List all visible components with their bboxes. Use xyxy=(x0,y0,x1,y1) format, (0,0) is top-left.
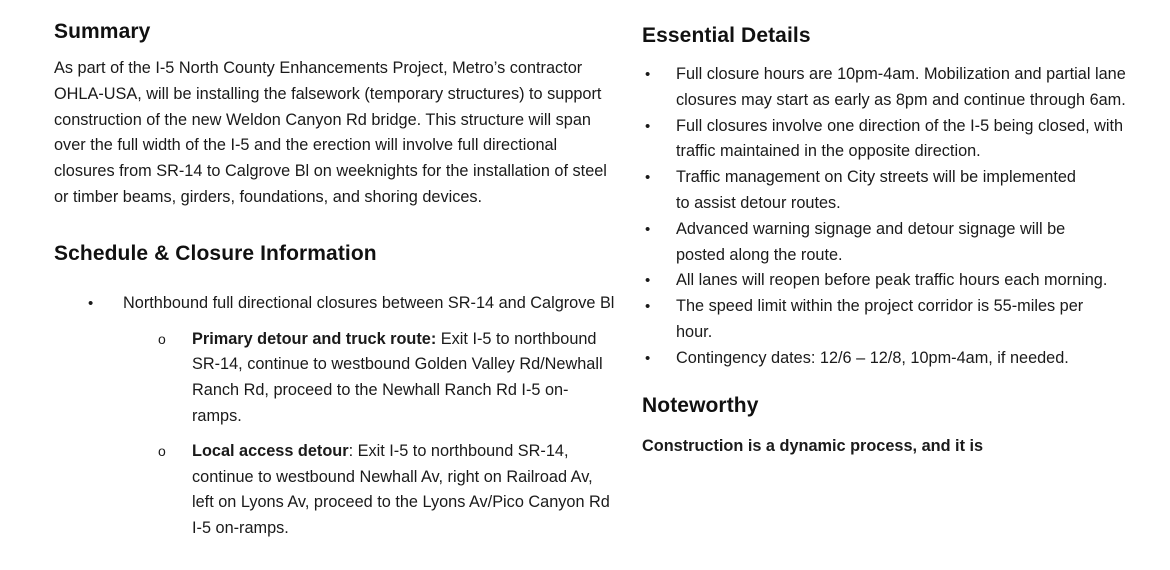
essential-item-traffic: Traffic management on City streets will be implemented to assist detour routes. xyxy=(676,168,1076,212)
circle-marker: o xyxy=(158,442,166,459)
bullet-marker: • xyxy=(645,272,651,290)
bullet-marker: • xyxy=(645,298,651,316)
noteworthy-text-content: Construction is a dynamic process, and it is xyxy=(642,436,984,455)
list-item xyxy=(642,217,1116,269)
list-item xyxy=(642,114,1127,166)
essential-item-direction: Full closures involve one direction of the I-5 being closed, with traffic maintained in the opposite direction. xyxy=(676,116,1124,161)
local-detour-text: : Exit I-5 to northbound SR-14, continue to westbound Newhall Av, right on Railroad Av, left on Lyons Av, proceed to the Lyons Av/Pico Canyon Rd I-5 on-ramps. xyxy=(192,441,610,538)
closure-northbound-text: Northbound full directional closures between SR-14 and Calgrove Bl xyxy=(123,293,615,312)
essential-item-hours: Full closure hours are 10pm-4am. Mobilization and partial lane closures may start as early as 8pm and continue through 6am. xyxy=(676,65,1126,109)
schedule-heading: Schedule & Closure Information xyxy=(54,241,377,265)
bullet-marker: • xyxy=(645,349,651,367)
essential-heading: Essential Details xyxy=(642,24,811,47)
list-item xyxy=(642,346,1116,372)
bullet-marker: • xyxy=(645,169,651,187)
essential-item-speed: The speed limit within the project corridor is 55-miles per hour. xyxy=(676,297,1084,341)
essential-item-reopen: All lanes will reopen before peak traffic hours each morning. xyxy=(676,271,1108,290)
schedule-list xyxy=(54,291,619,542)
list-item xyxy=(54,327,612,430)
local-detour-label: Local access detour xyxy=(192,441,349,460)
list-item xyxy=(54,439,612,542)
list-item xyxy=(642,62,1127,114)
left-column xyxy=(54,0,619,542)
summary-text: As part of the I-5 North County Enhancements Project, Metro’s contractor OHLA-USA, will be installing the falsework (temporary structures) to support construction of the new Weldon Canyon Rd bridge. This structure will span over the full width of the I-5 and the erection will involve full directional closures from SR-14 to Calgrove Bl on weeknights for the installation of steel or timber beams, girders, foundations, and shoring devices. xyxy=(54,59,607,206)
bullet-marker: • xyxy=(645,117,651,135)
essential-list xyxy=(642,62,1127,372)
list-item xyxy=(642,165,1076,217)
circle-marker: o xyxy=(158,330,166,347)
list-item xyxy=(54,291,623,317)
primary-detour-label: Primary detour and truck route: xyxy=(192,329,437,348)
essential-item-signage: Advanced warning signage and detour signage will be posted along the route. xyxy=(676,219,1066,264)
bullet-marker: • xyxy=(645,66,651,83)
bullet-marker: • xyxy=(645,220,651,238)
right-column xyxy=(642,0,1127,459)
essential-item-contingency: Contingency dates: 12/6 – 12/8, 10pm-4am, if needed. xyxy=(676,348,1069,367)
list-item xyxy=(642,294,1106,346)
noteworthy-text xyxy=(642,434,1127,460)
summary-heading: Summary xyxy=(54,20,151,43)
primary-detour-text: Exit I-5 to northbound SR-14, continue to westbound Golden Valley Rd/Newhall Ranch Rd, proceed to the Newhall Ranch Rd I-5 on-ramps. xyxy=(192,329,603,425)
bullet-marker: • xyxy=(88,294,94,312)
list-item xyxy=(642,268,1116,294)
noteworthy-heading: Noteworthy xyxy=(642,393,759,417)
